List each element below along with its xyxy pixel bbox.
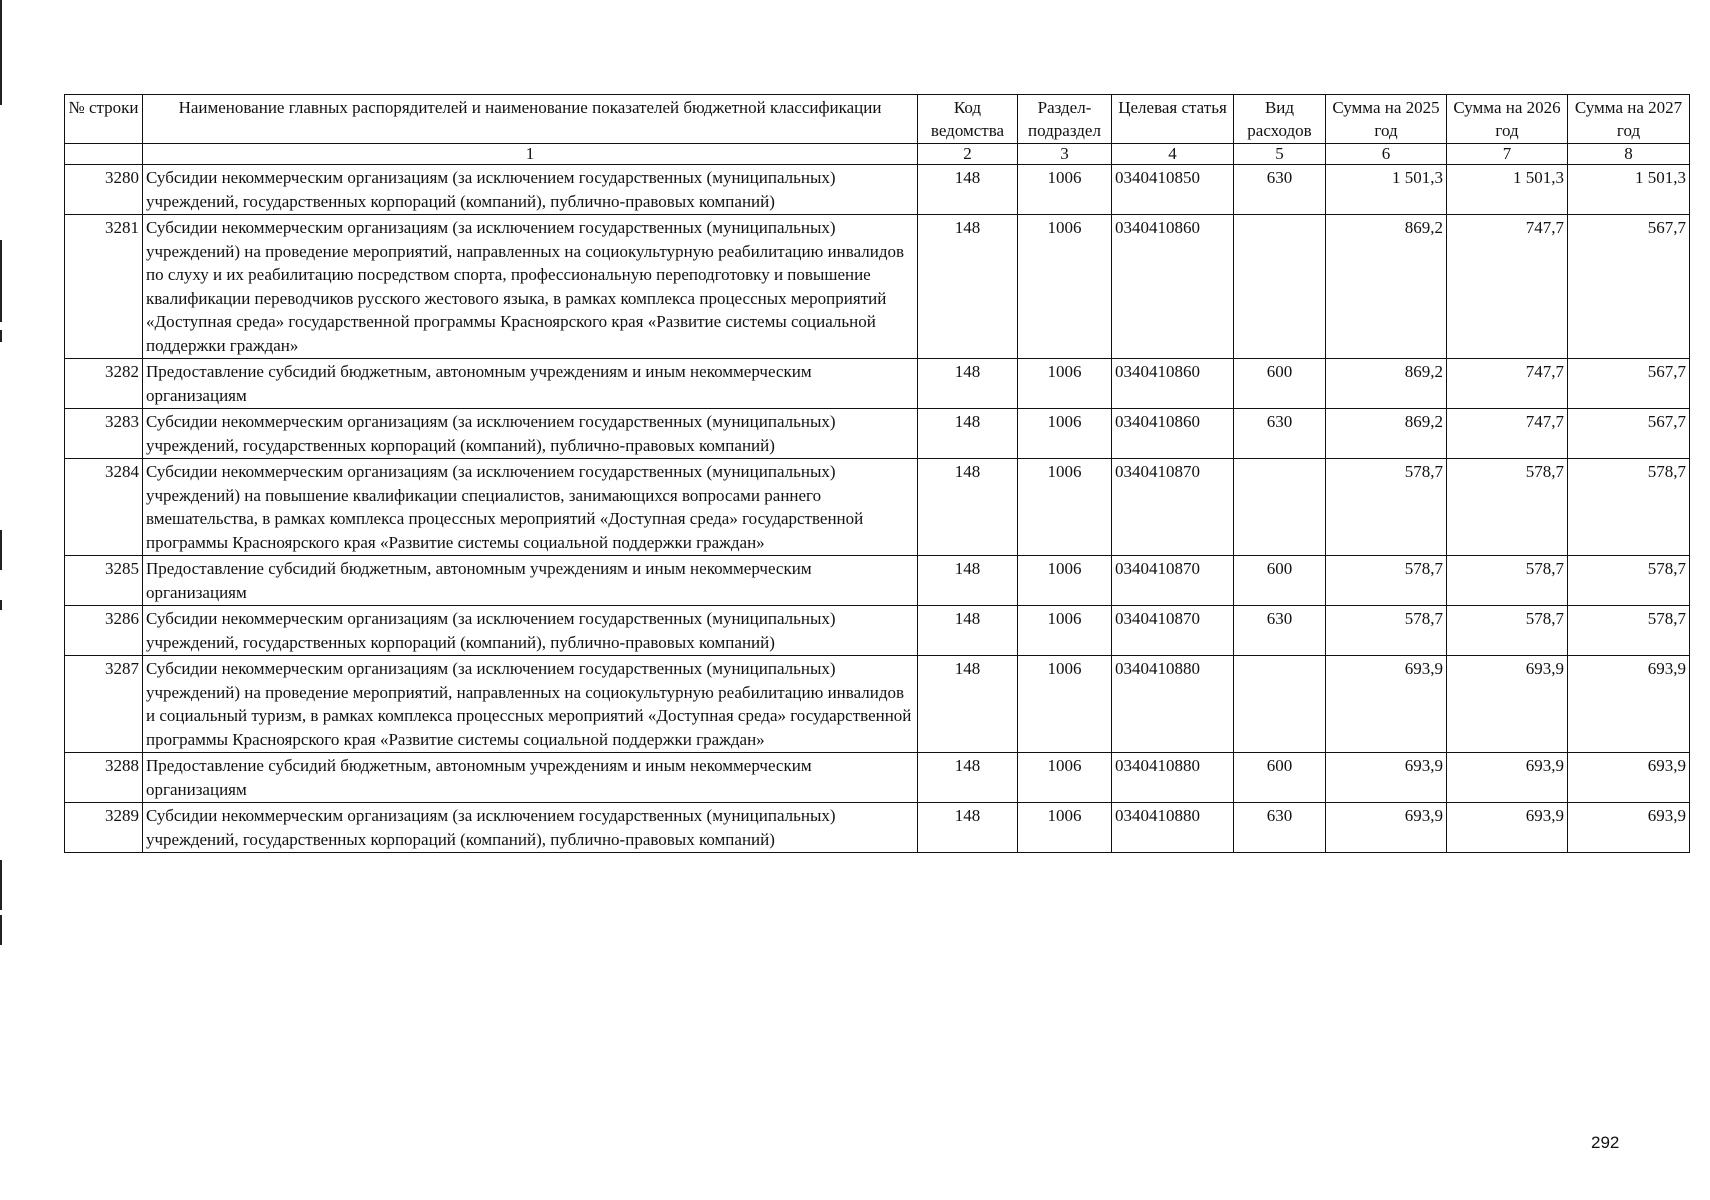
scan-edge-mark	[0, 530, 2, 570]
sum-2026-cell: 693,9	[1447, 656, 1568, 753]
sum-2027-cell: 567,7	[1568, 359, 1690, 409]
target-article-cell: 0340410870	[1112, 459, 1234, 556]
table-row	[65, 459, 1690, 556]
section-cell: 1006	[1018, 556, 1112, 606]
name-cell: Субсидии некоммерческим организациям (за исключением государственных (муниципальных) учреждений, государственных корпораций (компаний), публично-правовых компаний)	[143, 409, 918, 459]
sum-2027-cell: 1 501,3	[1568, 165, 1690, 215]
name-cell: Субсидии некоммерческим организациям (за исключением государственных (муниципальных) учреждений) на повышение квалификации специалистов, занимающихся вопросами раннего вмешательства, в рамках комплекса процессных мероприятий «Доступная среда» государственной программы Красноярского края «Развитие системы социальной поддержки граждан»	[143, 459, 918, 556]
header-sum-2026: Сумма на 2026 год	[1447, 95, 1568, 144]
expense-type-cell: 630	[1234, 803, 1326, 853]
sum-2025-cell: 578,7	[1326, 556, 1447, 606]
header-section: Раздел-подраздел	[1018, 95, 1112, 144]
column-number: 1	[143, 144, 918, 165]
sum-2025-cell: 578,7	[1326, 606, 1447, 656]
target-article-cell: 0340410870	[1112, 556, 1234, 606]
scan-edge-mark	[0, 915, 2, 945]
department-code-cell: 148	[918, 556, 1018, 606]
scan-edge-mark	[0, 240, 2, 322]
target-article-cell: 0340410860	[1112, 359, 1234, 409]
scan-edge-mark	[0, 600, 2, 610]
row-number-cell: 3281	[65, 215, 143, 359]
table-header-row	[65, 95, 1690, 144]
target-article-cell: 0340410880	[1112, 803, 1234, 853]
header-name: Наименование главных распорядителей и наименование показателей бюджетной классификации	[143, 95, 918, 144]
section-cell: 1006	[1018, 656, 1112, 753]
row-number-cell: 3280	[65, 165, 143, 215]
header-target-article: Целевая статья	[1112, 95, 1234, 144]
department-code-cell: 148	[918, 459, 1018, 556]
target-article-cell: 0340410880	[1112, 656, 1234, 753]
sum-2025-cell: 578,7	[1326, 459, 1447, 556]
sum-2026-cell: 578,7	[1447, 556, 1568, 606]
name-cell: Субсидии некоммерческим организациям (за исключением государственных (муниципальных) учреждений, государственных корпораций (компаний), публично-правовых компаний)	[143, 165, 918, 215]
budget-table	[64, 94, 1690, 853]
expense-type-cell	[1234, 656, 1326, 753]
expense-type-cell: 630	[1234, 165, 1326, 215]
header-sum-2025: Сумма на 2025 год	[1326, 95, 1447, 144]
sum-2026-cell: 747,7	[1447, 215, 1568, 359]
column-number	[65, 144, 143, 165]
sum-2026-cell: 1 501,3	[1447, 165, 1568, 215]
expense-type-cell: 630	[1234, 606, 1326, 656]
department-code-cell: 148	[918, 606, 1018, 656]
column-number: 2	[918, 144, 1018, 165]
expense-type-cell: 600	[1234, 556, 1326, 606]
table-row	[65, 656, 1690, 753]
column-number: 8	[1568, 144, 1690, 165]
table-row	[65, 165, 1690, 215]
row-number-cell: 3287	[65, 656, 143, 753]
section-cell: 1006	[1018, 459, 1112, 556]
department-code-cell: 148	[918, 753, 1018, 803]
column-number: 4	[1112, 144, 1234, 165]
section-cell: 1006	[1018, 606, 1112, 656]
sum-2025-cell: 869,2	[1326, 409, 1447, 459]
scan-edge-mark	[0, 860, 2, 910]
column-number: 7	[1447, 144, 1568, 165]
target-article-cell: 0340410870	[1112, 606, 1234, 656]
row-number-cell: 3289	[65, 803, 143, 853]
name-cell: Субсидии некоммерческим организациям (за исключением государственных (муниципальных) учреждений) на проведение мероприятий, направленных на социокультурную реабилитацию инвалидов и социальный туризм, в рамках комплекса процессных мероприятий «Доступная среда» государственной программы Красноярского края «Развитие системы социальной поддержки граждан»	[143, 656, 918, 753]
department-code-cell: 148	[918, 409, 1018, 459]
expense-type-cell: 600	[1234, 359, 1326, 409]
section-cell: 1006	[1018, 165, 1112, 215]
department-code-cell: 148	[918, 803, 1018, 853]
row-number-cell: 3288	[65, 753, 143, 803]
sum-2025-cell: 693,9	[1326, 656, 1447, 753]
sum-2025-cell: 693,9	[1326, 803, 1447, 853]
expense-type-cell	[1234, 459, 1326, 556]
header-row-number: № строки	[65, 95, 143, 144]
page-number: 292	[1591, 1133, 1620, 1152]
department-code-cell: 148	[918, 215, 1018, 359]
expense-type-cell: 630	[1234, 409, 1326, 459]
sum-2027-cell: 578,7	[1568, 459, 1690, 556]
table-row	[65, 753, 1690, 803]
row-number-cell: 3284	[65, 459, 143, 556]
name-cell: Предоставление субсидий бюджетным, автономным учреждениям и иным некоммерческим организациям	[143, 753, 918, 803]
section-cell: 1006	[1018, 409, 1112, 459]
name-cell: Субсидии некоммерческим организациям (за исключением государственных (муниципальных) учреждений, государственных корпораций (компаний), публично-правовых компаний)	[143, 803, 918, 853]
section-cell: 1006	[1018, 359, 1112, 409]
column-number: 6	[1326, 144, 1447, 165]
section-cell: 1006	[1018, 753, 1112, 803]
department-code-cell: 148	[918, 656, 1018, 753]
scan-edge-mark	[0, 0, 2, 105]
expense-type-cell: 600	[1234, 753, 1326, 803]
table-row	[65, 556, 1690, 606]
target-article-cell: 0340410880	[1112, 753, 1234, 803]
sum-2027-cell: 567,7	[1568, 215, 1690, 359]
sum-2026-cell: 693,9	[1447, 753, 1568, 803]
sum-2026-cell: 693,9	[1447, 803, 1568, 853]
sum-2027-cell: 693,9	[1568, 656, 1690, 753]
sum-2025-cell: 869,2	[1326, 215, 1447, 359]
table-row	[65, 215, 1690, 359]
header-expense-type: Вид расходов	[1234, 95, 1326, 144]
sum-2026-cell: 578,7	[1447, 459, 1568, 556]
department-code-cell: 148	[918, 359, 1018, 409]
table-row	[65, 409, 1690, 459]
row-number-cell: 3286	[65, 606, 143, 656]
sum-2027-cell: 693,9	[1568, 753, 1690, 803]
sum-2027-cell: 693,9	[1568, 803, 1690, 853]
table-row	[65, 803, 1690, 853]
row-number-cell: 3285	[65, 556, 143, 606]
sum-2027-cell: 578,7	[1568, 606, 1690, 656]
sum-2026-cell: 747,7	[1447, 409, 1568, 459]
sum-2026-cell: 578,7	[1447, 606, 1568, 656]
target-article-cell: 0340410860	[1112, 215, 1234, 359]
sum-2025-cell: 693,9	[1326, 753, 1447, 803]
column-number: 5	[1234, 144, 1326, 165]
sum-2027-cell: 567,7	[1568, 409, 1690, 459]
target-article-cell: 0340410850	[1112, 165, 1234, 215]
target-article-cell: 0340410860	[1112, 409, 1234, 459]
sum-2027-cell: 578,7	[1568, 556, 1690, 606]
name-cell: Субсидии некоммерческим организациям (за исключением государственных (муниципальных) учреждений) на проведение мероприятий, направленных на социокультурную реабилитацию инвалидов по слуху и их реабилитацию посредством спорта, профессиональную переподготовку и повышение квалификации переводчиков русского жестового языка, в рамках комплекса процессных мероприятий «Доступная среда» государственной программы Красноярского края «Развитие системы социальной поддержки граждан»	[143, 215, 918, 359]
row-number-cell: 3282	[65, 359, 143, 409]
table-row	[65, 359, 1690, 409]
header-department-code: Код ведомства	[918, 95, 1018, 144]
name-cell: Предоставление субсидий бюджетным, автономным учреждениям и иным некоммерческим организациям	[143, 556, 918, 606]
row-number-cell: 3283	[65, 409, 143, 459]
sum-2025-cell: 1 501,3	[1326, 165, 1447, 215]
column-numbers-row	[65, 144, 1690, 165]
department-code-cell: 148	[918, 165, 1018, 215]
column-number: 3	[1018, 144, 1112, 165]
section-cell: 1006	[1018, 803, 1112, 853]
expense-type-cell	[1234, 215, 1326, 359]
section-cell: 1006	[1018, 215, 1112, 359]
table-row	[65, 606, 1690, 656]
scan-edge-mark	[0, 330, 2, 342]
name-cell: Предоставление субсидий бюджетным, автономным учреждениям и иным некоммерческим организациям	[143, 359, 918, 409]
header-sum-2027: Сумма на 2027 год	[1568, 95, 1690, 144]
sum-2026-cell: 747,7	[1447, 359, 1568, 409]
name-cell: Субсидии некоммерческим организациям (за исключением государственных (муниципальных) учреждений, государственных корпораций (компаний), публично-правовых компаний)	[143, 606, 918, 656]
sum-2025-cell: 869,2	[1326, 359, 1447, 409]
